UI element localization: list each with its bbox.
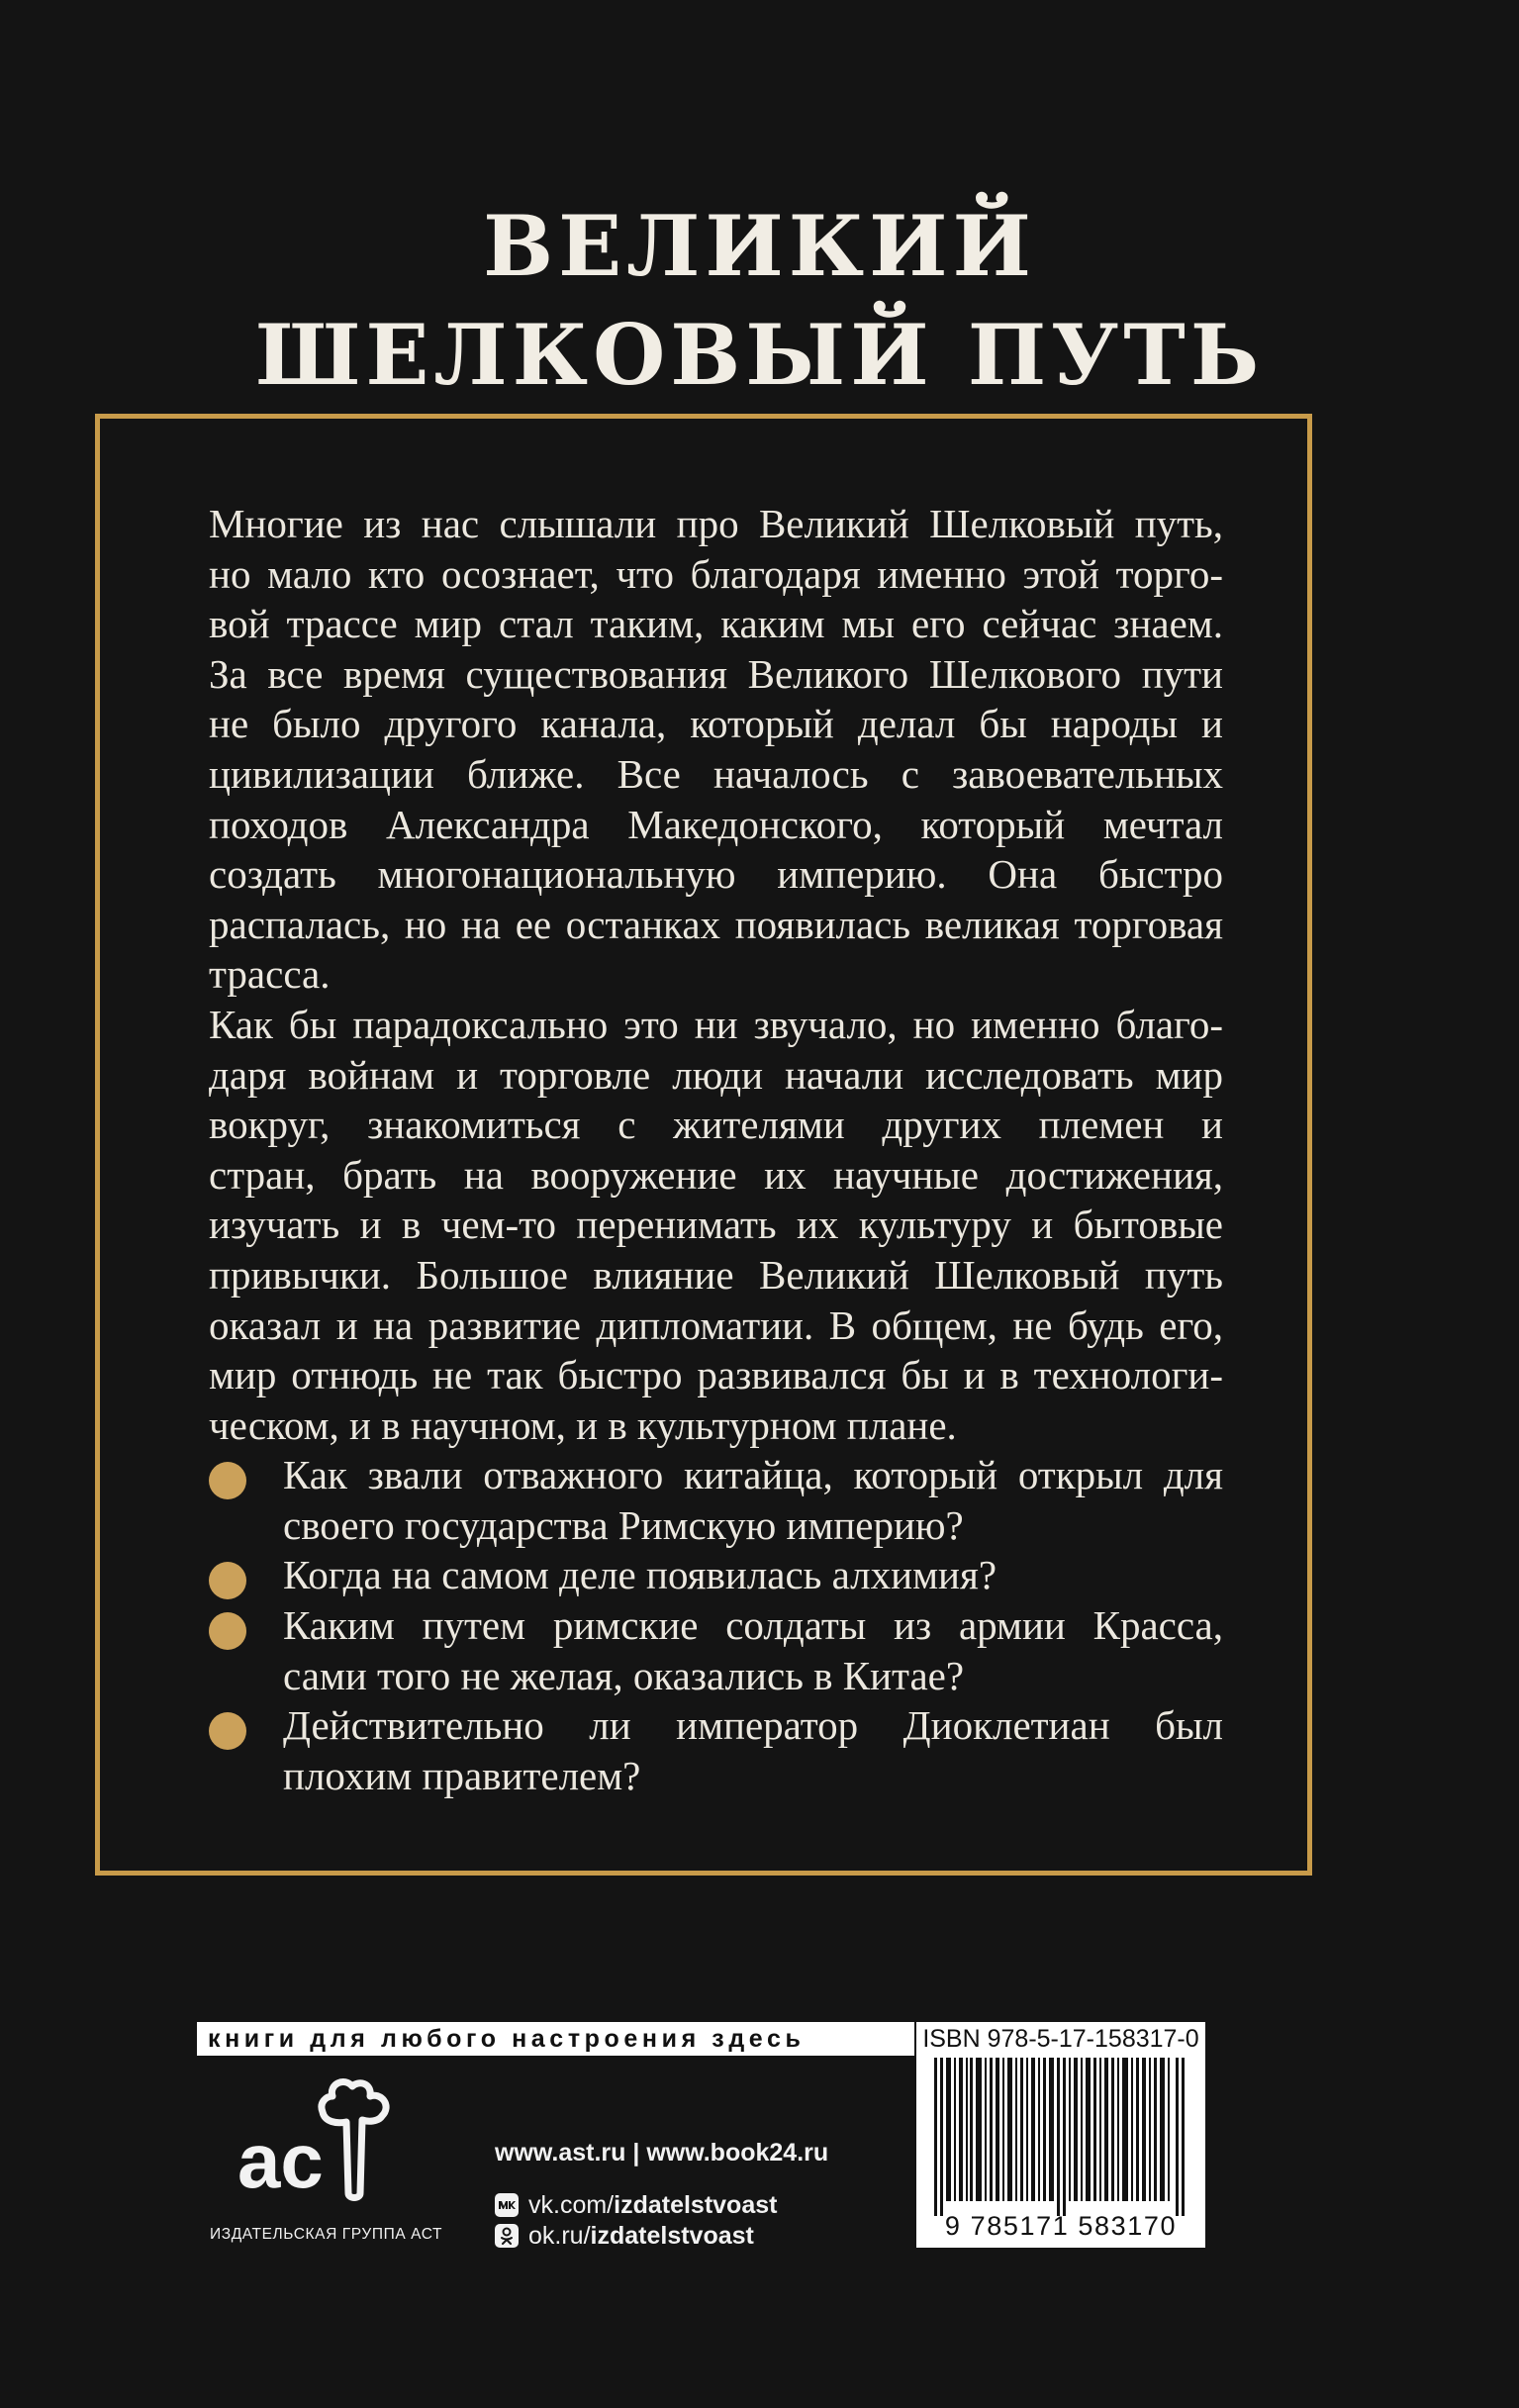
title-line-1: ВЕЛИКИЙ — [483, 197, 1036, 296]
ok-handle: izdatelstvoast — [590, 2222, 754, 2250]
description-text — [209, 499, 1223, 1800]
ok-link[interactable] — [495, 2220, 754, 2252]
tagline-banner: книги для любого настроения здесь — [197, 2022, 914, 2056]
question-list — [209, 1450, 1223, 1800]
description-paragraph-1 — [209, 499, 1223, 1000]
gold-bullet-icon — [209, 1462, 246, 1499]
gold-bullet-icon — [209, 1712, 246, 1750]
question-line: сами того не желая, оказались в Китае? — [283, 1652, 965, 1698]
text-line: походов Александра Македонского, который мечтал — [209, 801, 1223, 847]
gold-bullet-icon — [209, 1612, 246, 1650]
text-line: цивилизации ближе. Все началось с завоевательных — [209, 750, 1223, 797]
vk-link[interactable] — [495, 2189, 777, 2221]
title-line-2: ШЕЛКОВЫЙ ПУТЬ — [254, 306, 1265, 405]
vk-icon — [495, 2193, 519, 2217]
text-line: даря войнам и торговле люди начали исследовать мир — [209, 1051, 1223, 1098]
isbn-number: ISBN 978-5-17-158317-0 — [922, 2025, 1199, 2053]
question-line: Когда на самом деле появилась алхимия? — [283, 1552, 997, 1598]
text-line: За все время существования Великого Шелкового пути — [209, 650, 1223, 697]
ast-logo-icon — [234, 2076, 422, 2205]
text-line: изучать и в чем-то перенимать их культуру и бытовые — [209, 1202, 1223, 1248]
text-line: создать многонациональную империю. Она быстро — [209, 851, 1223, 898]
book-title — [0, 192, 1519, 410]
gold-bullet-icon — [209, 1562, 246, 1599]
isbn-barcode — [916, 2022, 1205, 2248]
barcode-digits: 9 785171 583170 — [944, 2211, 1178, 2241]
text-line: не было другого канала, который делал бы народы и — [209, 701, 1223, 747]
barcode-icon — [934, 2058, 1187, 2216]
text-line: распалась, но на ее останках появилась великая торговая — [209, 901, 1223, 947]
logo-letters: ac — [237, 2117, 324, 2204]
question-line: Действительно ли император Диоклетиан был — [283, 1702, 1223, 1749]
text-line: трасса. — [209, 951, 331, 998]
question-line: Как звали отважного китайца, который открыл для — [283, 1452, 1223, 1498]
question-item — [209, 1550, 1223, 1600]
text-line: привычки. Большое влияние Великий Шелковый путь — [209, 1251, 1223, 1298]
description-paragraph-2 — [209, 1000, 1223, 1450]
ok-icon — [495, 2224, 519, 2248]
text-line: вокруг, знакомиться с жителями других племен и — [209, 1102, 1223, 1148]
text-line: но мало кто осознает, что благодаря именно этой торго- — [209, 550, 1223, 597]
publisher-name: ИЗДАТЕЛЬСКАЯ ГРУППА АСТ — [210, 2226, 443, 2243]
question-item — [209, 1700, 1223, 1800]
question-item — [209, 1600, 1223, 1700]
text-line: мир отнюдь не так быстро развивался бы и в технологи- — [209, 1352, 1223, 1398]
ok-domain: ok.ru/ — [528, 2222, 591, 2250]
vk-domain: vk.com/ — [528, 2191, 615, 2219]
website-links[interactable]: www.ast.ru | www.book24.ru — [495, 2139, 829, 2167]
question-line: плохим правителем? — [283, 1752, 641, 1798]
question-line: Каким путем римские солдаты из армии Красса, — [283, 1602, 1223, 1649]
question-item — [209, 1450, 1223, 1550]
text-line: Многие из нас слышали про Великий Шелковый путь, — [209, 501, 1223, 546]
text-line: Как бы парадоксально это ни звучало, но именно благо- — [209, 1001, 1223, 1047]
text-line: ческом, и в научном, и в культурном плане. — [209, 1401, 957, 1448]
question-line: своего государства Римскую империю? — [283, 1501, 964, 1548]
text-line: оказал и на развитие дипломатии. В общем, не будь его, — [209, 1301, 1223, 1348]
text-line: вой трассе мир стал таким, каким мы его сейчас знаем. — [209, 601, 1223, 647]
text-line: стран, брать на вооружение их научные достижения, — [209, 1151, 1223, 1198]
vk-handle: izdatelstvoast — [614, 2191, 778, 2219]
